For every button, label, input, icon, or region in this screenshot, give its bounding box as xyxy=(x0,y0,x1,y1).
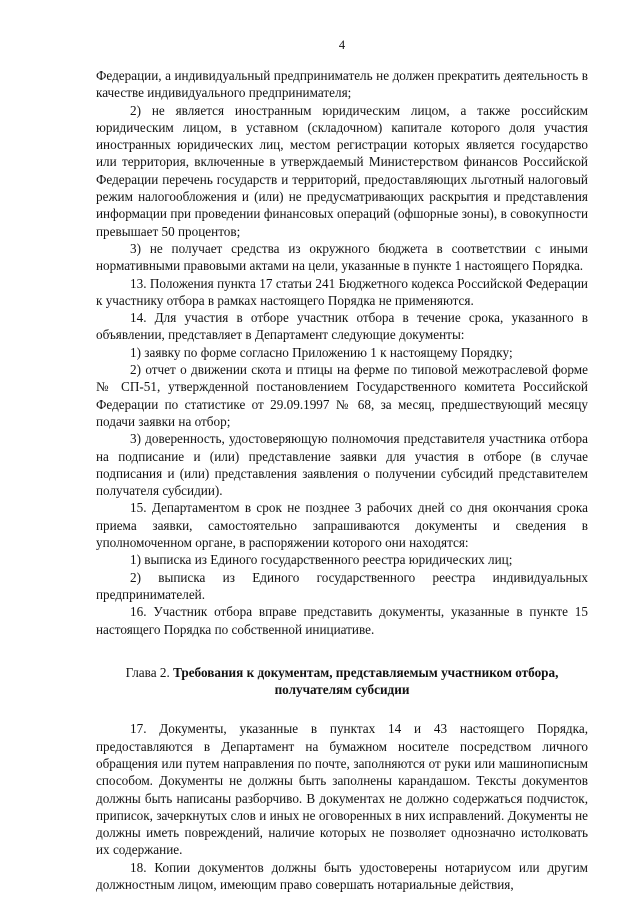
paragraph: 2) не является иностранным юридическим лицом, а также российским юридическим лицом, в уставном (складочном) капитале которого доля участия иностранных юридических лиц, местом регистрации которых является государство или территория, включенные в утверждаемый Министерством финансов Российской Федерации перечень государств и территорий, предоставляющих льготный налоговый режим налогообложения и (или) не предусматривающих раскрытия и представления информации при проведении финансовых операций (офшорные зоны), в совокупности превышает 50 процентов; xyxy=(96,102,588,239)
paragraph: 2) отчет о движении скота и птицы на ферме по типовой межотраслевой форме № СП-51, утвержденной постановлением Государственного комитета Российской Федерации по статистике от 29.09.1997 № 68, за месяц, предшествующий месяцу подачи заявки на отбор; xyxy=(96,362,588,429)
paragraph: 17. Документы, указанные в пунктах 14 и 43 настоящего Порядка, предоставляются в Департамент на бумажном носителе посредством личного обращения или путем направления по почте, заполняются от руки или машинописным способом. Документы не должны быть заполнены карандашом. Тексты документов должны быть написаны разборчиво. В документах не должно содержаться подчисток, приписок, зачеркнутых слов и иных не оговоренных в них исправлений. Документы не должны иметь повреждений, наличие которых не позволяет однозначно истолковать их содержание. xyxy=(96,721,588,858)
body-top xyxy=(96,67,588,638)
paragraph: 14. Для участия в отборе участник отбора в течение срока, указанного в объявлении, представляет в Департамент следующие документы: xyxy=(96,310,588,343)
paragraph: 13. Положения пункта 17 статьи 241 Бюджетного кодекса Российской Федерации к участнику отбора в рамках настоящего Порядка не применяются. xyxy=(96,275,588,308)
paragraph: 18. Копии документов должны быть удостоверены нотариусом или другим должностным лицом, имеющим право совершать нотариальные действия, xyxy=(96,859,588,893)
chapter-title: Требования к документам, представляемым участником отбора, получателям субсидии xyxy=(173,664,559,698)
chapter-heading xyxy=(96,664,588,699)
chapter-prefix: Глава 2. xyxy=(125,664,174,680)
paragraph: 3) доверенность, удостоверяющую полномочия представителя участника отбора на подписание и (или) представление заявки для участия в отборе (в случае подписания и (или) представления заявления о получении субсидий представителем получателя субсидии). xyxy=(96,431,588,499)
paragraph: 2) выписка из Единого государственного реестра индивидуальных предпринимателей. xyxy=(96,569,588,602)
page-number: 4 xyxy=(338,38,346,52)
paragraph: 15. Департаментом в срок не позднее 3 рабочих дней со дня окончания срока приема заявки, самостоятельно запрашиваются документы и сведения в уполномоченном органе, в распоряжении которого они находятся: xyxy=(96,500,588,551)
body-bottom xyxy=(96,720,588,893)
paragraph: 16. Участник отбора вправе представить документы, указанные в пункте 15 настоящего Порядка по собственной инициативе. xyxy=(96,604,588,637)
paragraph: 3) не получает средства из окружного бюджета в соответствии с иными нормативными правовыми актами на цели, указанные в пункте 1 настоящего Порядка. xyxy=(96,240,588,274)
paragraph: 1) заявку по форме согласно Приложению 1 к настоящему Порядку; xyxy=(130,344,513,360)
paragraph: Федерации, а индивидуальный предприниматель не должен прекратить деятельность в качестве индивидуального предпринимателя; xyxy=(96,68,588,101)
paragraph: 1) выписка из Единого государственного реестра юридических лиц; xyxy=(130,552,513,568)
